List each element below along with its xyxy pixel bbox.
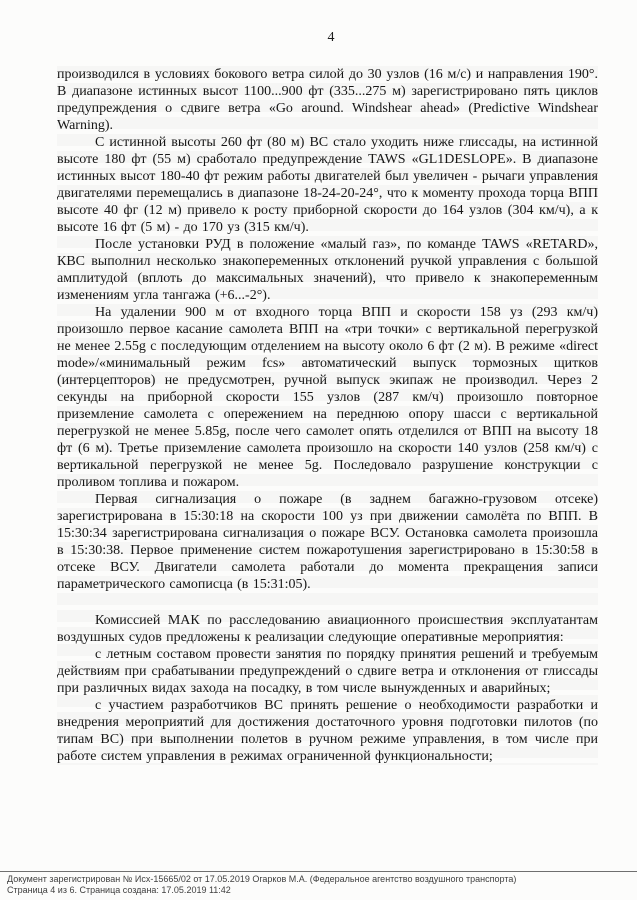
document-footer <box>0 871 637 895</box>
footer-page-info-text: Страница 4 из 6. Страница создана: 17.05.2019 11:42 <box>7 884 231 895</box>
paragraph-touchdowns: На удалении 900 м от входного торца ВПП и скорости 158 уз (293 км/ч) произошло первое касание самолета ВПП на «три точки» с вертикальной перегрузкой не менее 2.55g с последующим отделением на высоту около 6 фт (2 м). В режиме «direct mode»/«минимальный режим fcs» автоматический выпуск тормозных щитков (интерцепторов) не предусмотрен, ручной выпуск экипаж не производил. Через 2 секунды на приборной скорости 155 узлов (287 км/ч) произошло повторное приземление самолета с опережением на переднюю опору шасси с вертикальной перегрузкой не менее 5.85g, после чего самолет опять отделился от ВПП на высоту 18 фт (6 м). Третье приземление самолета произошло на скорости 140 узлов (258 км/ч) с вертикальной перегрузкой не менее 5g. Последовало разрушение конструкции с проливом топлива и пожаром. <box>57 305 598 490</box>
paragraph-crosswind-conditions: производился в условиях бокового ветра силой до 30 узлов (16 м/с) и направления 190°. В диапазоне истинных высот 1100...900 фт (335...275 м) зарегистрировано пять циклов предупреждения о сдвиге ветра «Go around. Windshear ahead» (Predictive Windshear Warning). <box>57 67 598 133</box>
paragraph-retard-command: После установки РУД в положение «малый газ», по команде TAWS «RETARD», КВС выполнил несколько знакопеременных отклонений ручкой управления с большой амплитудой (вплоть до максимальных значений), что привело к знакопеременным изменениям угла тангажа (+6...-2°). <box>57 237 598 303</box>
footer-registration-text: Документ зарегистрирован № Исх-15665/02 от 17.05.2019 Огарков М.А. (Федеральное агентство воздушного транспорта) <box>7 874 517 884</box>
paragraph-measure-flight-crews: с летным составом провести занятия по порядку принятия решений и требуемым действиям при срабатывании предупреждений о сдвиге ветра и отклонения от глиссады при различных видах захода на посадку, в том числе вынужденных и аварийных; <box>57 647 598 696</box>
paragraph-glideslope-deviation: С истинной высоты 260 фт (80 м) ВС стало уходить ниже глиссады, на истинной высоте 180 фт (55 м) сработало предупреждение TAWS «GL1DESLOPE». В диапазоне истинных высот 180-40 фт режим работы двигателей был увеличен - рычаги управления двигателями перемещались в диапазоне 18-24-20-24°, что к моменту прохода торца ВПП высоте 40 фг (12 м) привело к росту приборной скорости до 164 узлов (304 км/ч), а к высоте 16 фт (5 м) - до 170 уз (315 км/ч). <box>57 135 598 235</box>
paragraph-measure-developers: с участием разработчиков ВС принять решение о необходимости разработки и внедрения мероприятий для достижения достаточного уровня подготовки пилотов (по типам ВС) при выполнении полетов в ручном режиме управления, в том числе при работе систем управления в режимах ограниченной функциональности; <box>57 698 598 764</box>
footer-divider <box>0 871 637 872</box>
document-body <box>57 66 598 765</box>
paragraph-fire-warnings: Первая сигнализация о пожаре (в заднем багажно-грузовом отсеке) зарегистрирована в 15:30:18 на скорости 100 уз при движении самолёта по ВПП. В 15:30:34 зарегистрирована сигнализация о пожаре ВСУ. Остановка самолета произошла в 15:30:38. Первое применение систем пожаротушения зарегистрировано в 15:30:58 в отсеке ВСУ. Двигатели самолета работали до момента прекращения записи параметрического самописца (в 15:31:05). <box>57 492 598 592</box>
paragraph-mak-commission: Комиссией МАК по расследованию авиационного происшествия эксплуатантам воздушных судов предложены к реализации следующие оперативные мероприятия: <box>57 613 598 645</box>
page-number: 4 <box>327 30 335 45</box>
